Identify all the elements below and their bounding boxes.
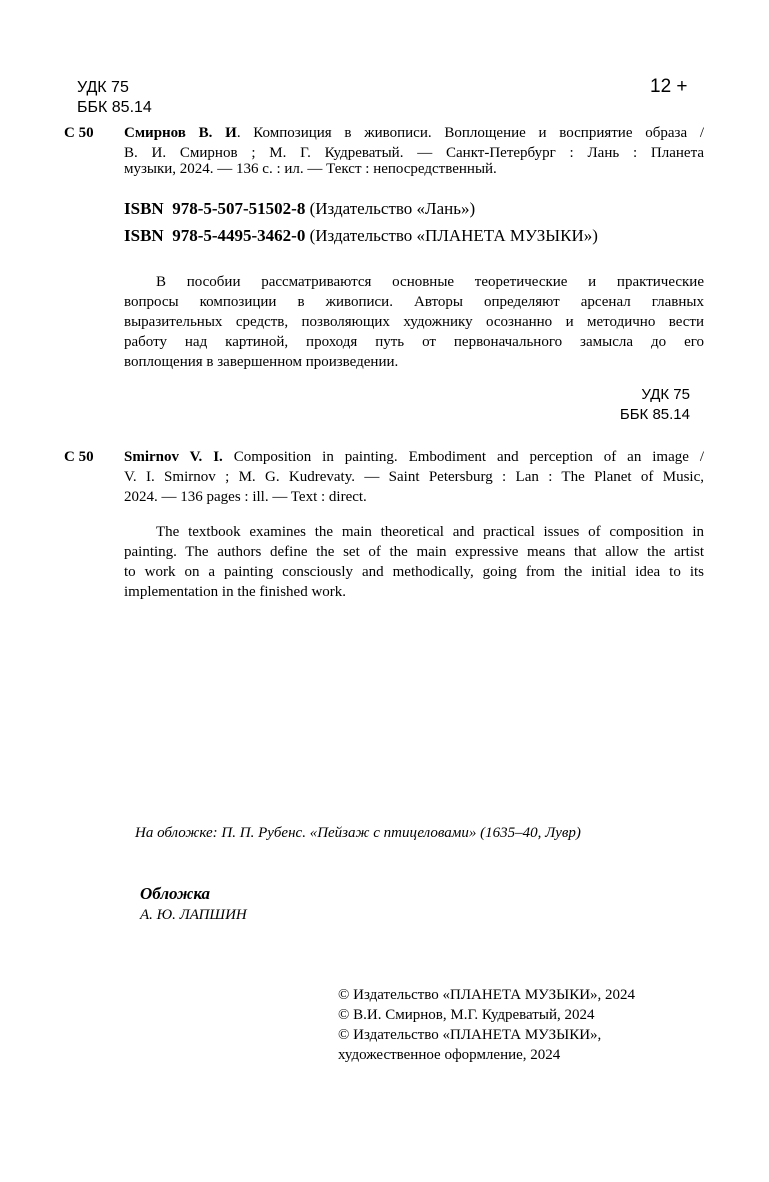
ru-abstract — [124, 272, 704, 372]
en-abstract — [124, 522, 704, 602]
copyright-line-4: художественное оформление, 2024 — [338, 1047, 561, 1063]
en-record-line-1: Smirnov V. I. Composition in painting. Embodiment and perception of an image / — [124, 449, 704, 465]
en-record-code: С 50 — [64, 449, 94, 465]
age-rating-badge: 12 + — [650, 76, 688, 97]
en-abstract-line-2: painting. The authors define the set of the main expressive means that allow the artist — [124, 544, 704, 560]
cover-credit-heading: Обложка — [140, 884, 211, 903]
ru-abstract-line-3: выразительных средств, позволяющих художнику осознанно и методично вести — [124, 314, 704, 330]
isbn-number-2: 978-5-4495-3462-0 — [172, 226, 306, 245]
ru-record-line-3: музыки, 2024. — 136 с. : ил. — Текст : непосредственный. — [124, 161, 497, 177]
ru-record — [124, 123, 704, 163]
en-record-line-2: V. I. Smirnov ; M. G. Kudrevaty. — Saint Petersburg : Lan : The Planet of Music, — [124, 469, 704, 485]
en-record-author: Smirnov V. I. — [124, 449, 223, 465]
ru-abstract-line-4: работу над картиной, проходя путь от первоначального замысла до его — [124, 334, 704, 350]
copyright-line-2: © В.И. Смирнов, М.Г. Кудреватый, 2024 — [338, 1007, 595, 1023]
en-record-line-3: 2024. — 136 pages : ill. — Text : direct. — [124, 489, 367, 505]
isbn-line-1: ISBN 978-5-507-51502-8 (Издательство «Лань») — [124, 199, 476, 218]
ru-abstract-line-1: В пособии рассматриваются основные теоретические и практические — [156, 274, 704, 290]
cover-credit-name: А. Ю. ЛАПШИН — [140, 907, 247, 923]
ru-record-line-1: Смирнов В. И. Композиция в живописи. Воплощение и восприятие образа / — [124, 125, 705, 141]
en-abstract-line-1: The textbook examines the main theoretical and practical issues of composition in — [156, 524, 704, 540]
classification-udk: УДК 75 — [641, 386, 690, 403]
copyright-line-3: © Издательство «ПЛАНЕТА МУЗЫКИ», — [338, 1027, 602, 1043]
en-record — [124, 447, 704, 507]
isbn-number-1: 978-5-507-51502-8 — [172, 199, 306, 218]
header-bbk: ББК 85.14 — [77, 99, 152, 116]
copyright-line-1: © Издательство «ПЛАНЕТА МУЗЫКИ», 2024 — [338, 987, 636, 1003]
en-abstract-line-4: implementation in the finished work. — [124, 584, 347, 600]
ru-record-author: Смирнов В. И — [124, 125, 237, 141]
copyright-block — [338, 985, 635, 1065]
ru-abstract-line-2: вопросы композиции в живописи. Авторы определяют арсенал главных — [124, 294, 704, 310]
en-abstract-line-3: to work on a painting consciously and methodically, going from the initial idea to its — [124, 564, 704, 580]
cover-note: На обложке: П. П. Рубенс. «Пейзаж с птицеловами» (1635–40, Лувр) — [135, 825, 581, 841]
ru-abstract-line-5: воплощения в завершенном произведении. — [124, 354, 399, 370]
ru-record-line-2: В. И. Смирнов ; М. Г. Кудреватый. — Санкт-Петербург : Лань : Планета — [124, 145, 704, 161]
header-udk: УДК 75 — [77, 79, 129, 96]
ru-record-code: С 50 — [64, 125, 94, 141]
classification-bbk: ББК 85.14 — [619, 406, 690, 423]
isbn-line-2: ISBN 978-5-4495-3462-0 (Издательство «ПЛАНЕТА МУЗЫКИ») — [124, 226, 598, 245]
